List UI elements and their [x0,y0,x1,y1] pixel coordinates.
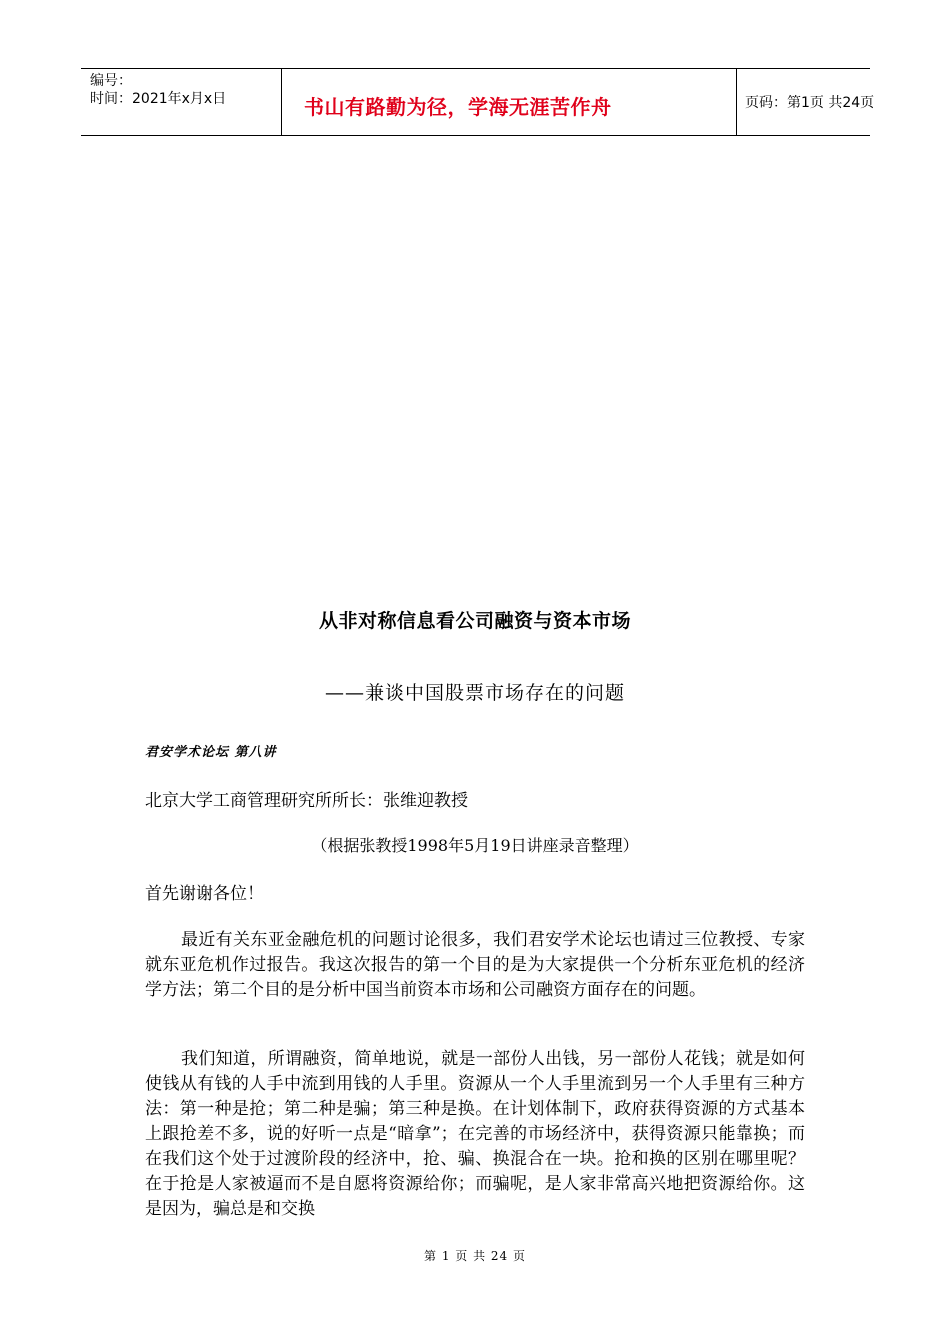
header-info-cell [81,69,281,135]
page-footer: 第 1 页 共 24 页 [424,1249,526,1263]
time-label: 时间：2021年x月x日 [90,91,227,107]
page-info: 页码：第1页 共24页 [745,95,875,111]
header-motto-cell [281,69,737,135]
recording-note: （根据张教授1998年5月19日讲座录音整理） [311,836,639,855]
motto: 书山有路勤为径，学海无涯苦作舟 [304,95,612,119]
paragraph-2: 我们知道，所谓融资，简单地说，就是一部份人出钱，另一部份人花钱；就是如何使钱从有钱的人手中流到用钱的人手里。资源从一个人手里流到另一个人手里有三种方法：第一种是抢；第二种是骗；第三种是换。在计划体制下，政府获得资源的方式基本上跟抢差不多，说的好听一点是“暗拿”；在完善的市场经济中，获得资源只能靠换；而在我们这个处于过渡阶段的经济中，抢、骗、换混合在一块。抢和换的区别在哪里呢？在于抢是人家被逼而不是自愿将资源给你；而骗呢，是人家非常高兴地把资源给你。这是因为，骗总是和交换 [145,1049,805,1219]
greeting: 首先谢谢各位！ [145,884,264,904]
paragraph-1: 最近有关东亚金融危机的问题讨论很多，我们君安学术论坛也请过三位教授、专家就东亚危机作过报告。我这次报告的第一个目的是为大家提供一个分析东亚危机的经济学方法；第二个目的是分析中国当前资本市场和公司融资方面存在的问题。 [145,930,805,1000]
header-page-cell [737,69,875,135]
header-table [81,68,875,136]
document-title: 从非对称信息看公司融资与资本市场 [318,610,631,632]
forum-label: 君安学术论坛 第八讲 [145,745,277,760]
document-subtitle: ——兼谈中国股票市场存在的问题 [324,682,625,704]
serial-label: 编号： [90,73,132,89]
author-line: 北京大学工商管理研究所所长：张维迎教授 [145,791,468,811]
